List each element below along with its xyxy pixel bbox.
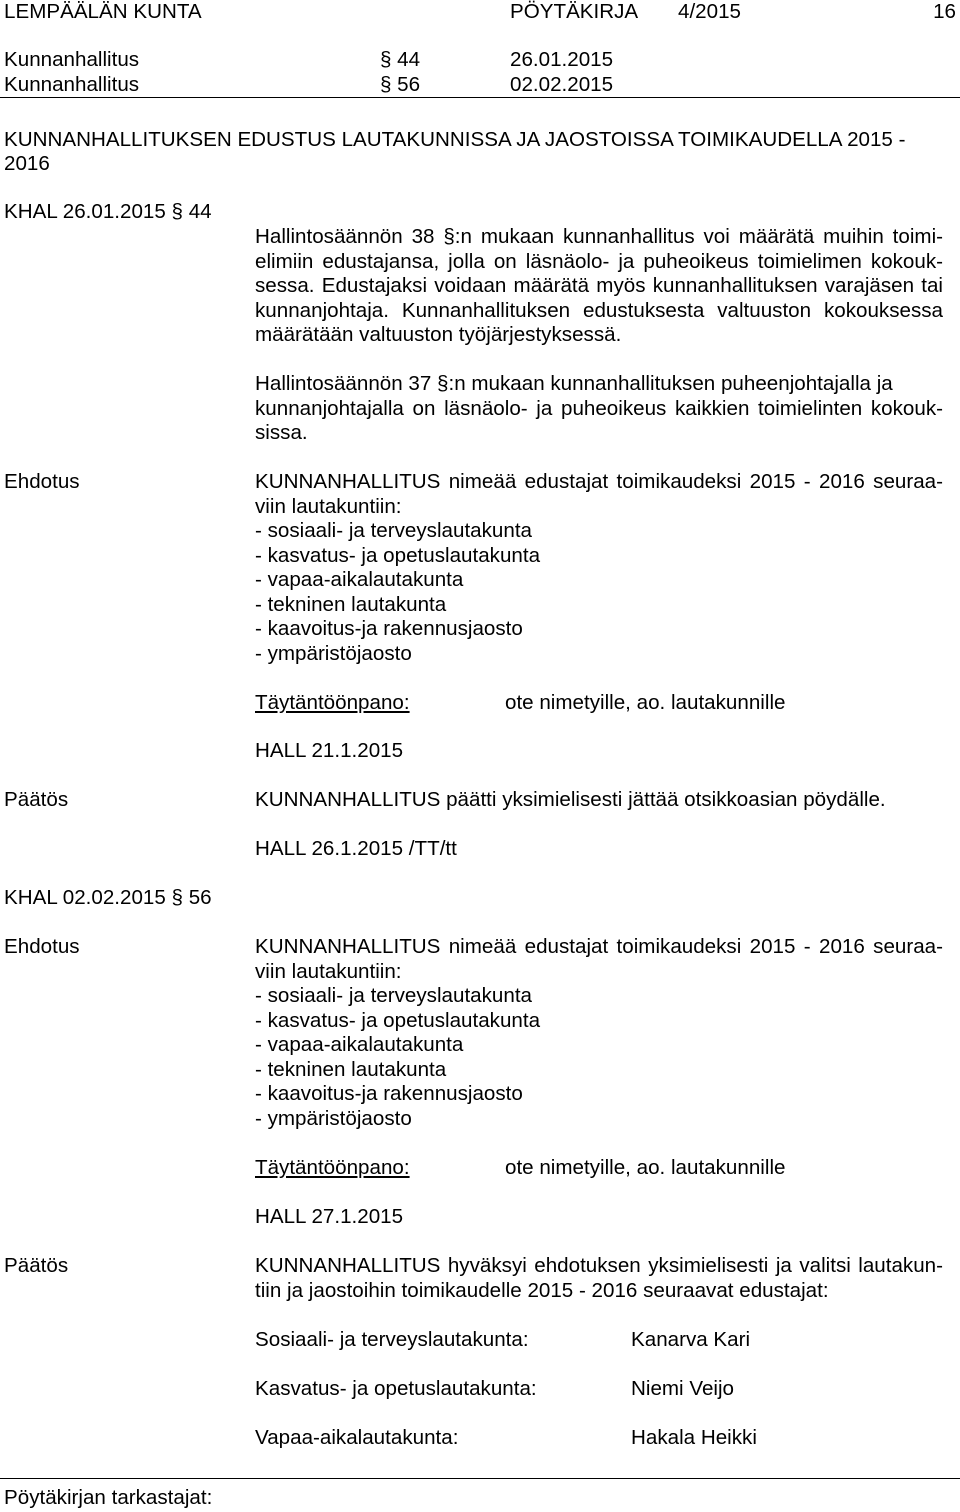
representative-board: Sosiaali- ja terveyslautakunta: <box>255 1328 529 1351</box>
meeting-body: Kunnanhallitus <box>4 73 140 96</box>
item-title <box>4 128 905 175</box>
minutes-reviewers-label: Pöytäkirjan tarkastajat: <box>4 1486 213 1509</box>
meeting-section: § 56 <box>380 73 421 96</box>
meeting-section: § 44 <box>380 48 421 71</box>
paragraph-line: Hallintosäännön 37 §:n mukaan kunnanhallituksen puheenjohtajalla ja <box>255 372 893 395</box>
execution-value: ote nimetyille, ao. lautakunnille <box>505 691 786 714</box>
decision-line: KUNNANHALLITUS hyväksyi ehdotuksen yksimielisesti ja valitsi lautakun- <box>255 1254 943 1277</box>
representative-name: Kanarva Kari <box>631 1328 751 1351</box>
execution-label: Täytäntöönpano: <box>255 691 410 714</box>
page-number: 16 <box>933 0 956 23</box>
proposal-label: Ehdotus <box>4 935 80 958</box>
decision-label: Päätös <box>4 1254 69 1277</box>
proposal-list-item: - tekninen lautakunta <box>255 1057 447 1081</box>
representative-name: Hakala Heikki <box>631 1426 757 1449</box>
document-number: 4/2015 <box>678 0 741 23</box>
paragraph-line: kunnanjohtaja. Kunnanhallituksen edustuksesta valtuuston kokouksessa <box>255 298 943 322</box>
item-title-line: KUNNANHALLITUKSEN EDUSTUS LAUTAKUNNISSA JA JAOSTOISSA TOIMIKAUDELLA 2015 - <box>4 128 906 151</box>
proposal-list-item: - kaavoitus-ja rakennusjaosto <box>255 1082 523 1105</box>
proposal-list-item: - sosiaali- ja terveyslautakunta <box>255 519 532 542</box>
paragraph-line: sessa. Edustajaksi voidaan määrätä myös kunnanhallituksen varajäsen tai <box>255 274 943 297</box>
paragraph-line: Hallintosäännön 38 §:n mukaan kunnanhallitus voi määrätä muihin toimi- <box>255 225 943 248</box>
proposal-line: viin lautakuntiin: <box>255 959 402 983</box>
item-title-line: 2016 <box>4 151 50 175</box>
proposal-text <box>255 470 943 666</box>
background-paragraph <box>255 372 943 446</box>
document-type: PÖYTÄKIRJA <box>510 0 639 23</box>
section-heading: KHAL 26.01.2015 § 44 <box>4 200 212 223</box>
section-heading: KHAL 02.02.2015 § 56 <box>4 886 212 909</box>
representative-board: Kasvatus- ja opetuslautakunta: <box>255 1377 537 1400</box>
proposal-list-item: - kasvatus- ja opetuslautakunta <box>255 1008 541 1032</box>
proposal-list-item: - sosiaali- ja terveyslautakunta <box>255 984 532 1007</box>
background-paragraph <box>255 225 943 348</box>
footer-divider <box>0 1478 960 1479</box>
proposal-line: KUNNANHALLITUS nimeää edustajat toimikaudeksi 2015 - 2016 seuraa- <box>255 470 943 493</box>
decision-text <box>255 1254 943 1303</box>
hall-reference: HALL 27.1.2015 <box>255 1205 404 1228</box>
execution-value: ote nimetyille, ao. lautakunnille <box>505 1156 786 1179</box>
header-divider <box>0 97 960 98</box>
hall-reference: HALL 21.1.2015 <box>255 739 404 762</box>
hall-reference: HALL 26.1.2015 /TT/tt <box>255 837 457 860</box>
proposal-list-item: - ympäristöjaosto <box>255 1106 412 1130</box>
paragraph-line: kunnanjohtajalla on läsnäolo- ja puheoikeus kaikkien toimielinten kokouk- <box>255 396 943 420</box>
execution-label: Täytäntöönpano: <box>255 1156 410 1179</box>
proposal-line: KUNNANHALLITUS nimeää edustajat toimikaudeksi 2015 - 2016 seuraa- <box>255 935 943 958</box>
proposal-list-item: - tekninen lautakunta <box>255 592 447 616</box>
proposal-label: Ehdotus <box>4 470 80 493</box>
paragraph-line: elimiin edustajansa, jolla on läsnäolo- ja puheoikeus toimielimen kokouk- <box>255 249 943 273</box>
proposal-list-item: - kasvatus- ja opetuslautakunta <box>255 543 541 567</box>
meeting-body: Kunnanhallitus <box>4 48 140 71</box>
decision-line: tiin ja jaostoihin toimikaudelle 2015 - 2016 seuraavat edustajat: <box>255 1278 829 1302</box>
representative-name: Niemi Veijo <box>631 1377 735 1400</box>
paragraph-line: sissa. <box>255 421 308 444</box>
municipality-name: LEMPÄÄLÄN KUNTA <box>4 0 202 23</box>
representative-board: Vapaa-aikalautakunta: <box>255 1426 459 1449</box>
proposal-line: viin lautakuntiin: <box>255 494 402 518</box>
proposal-list-item: - vapaa-aikalautakunta <box>255 568 464 591</box>
meeting-date: 02.02.2015 <box>510 73 614 96</box>
proposal-list-item: - kaavoitus-ja rakennusjaosto <box>255 617 523 640</box>
proposal-list-item: - ympäristöjaosto <box>255 641 412 665</box>
decision-text: KUNNANHALLITUS päätti yksimielisesti jättää otsikkoasian pöydälle. <box>255 788 886 811</box>
decision-label: Päätös <box>4 788 69 811</box>
meeting-date: 26.01.2015 <box>510 48 614 71</box>
proposal-text <box>255 935 943 1131</box>
paragraph-line: määrätään valtuuston työjärjestyksessä. <box>255 323 622 346</box>
proposal-list-item: - vapaa-aikalautakunta <box>255 1033 464 1056</box>
